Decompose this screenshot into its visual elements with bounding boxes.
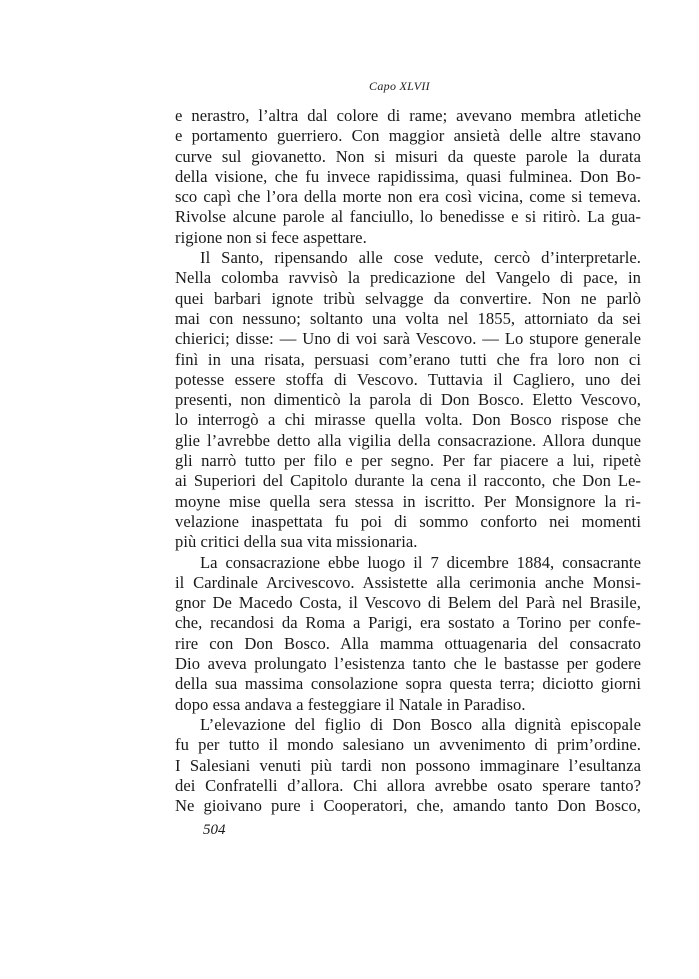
text-line: il Cardinale Arcivescovo. Assistette alla cerimonia anche Monsi-: [175, 572, 641, 592]
text-line: dopo essa andava a festeggiare il Natale in Paradiso.: [175, 694, 526, 714]
text-line: velazione inaspettata fu poi di sommo conforto nei momenti: [175, 511, 641, 531]
text-line: Rivolse alcune parole al fanciullo, lo benedisse e si ritirò. La gua-: [175, 207, 641, 227]
text-line: glie l’avrebbe detto alla vigilia della consacrazione. Allora dunque: [175, 430, 641, 450]
text-line: gli narrò tutto per filo e per segno. Per far piacere a lui, ripetè: [175, 451, 641, 471]
text-line: L’elevazione del figlio di Don Bosco alla dignità episcopale: [200, 714, 641, 734]
text-line: fu per tutto il mondo salesiano un avvenimento di prim’ordine.: [175, 735, 641, 755]
text-line: ai Superiori del Capitolo durante la cena il racconto, che Don Le-: [175, 471, 641, 491]
text-line: Ne gioivano pure i Cooperatori, che, amando tanto Don Bosco,: [175, 796, 641, 816]
text-line: gnor De Macedo Costa, il Vescovo di Belem del Parà nel Brasile,: [175, 593, 641, 613]
text-line: La consacrazione ebbe luogo il 7 dicembre 1884, consacrante: [200, 552, 641, 572]
text-line: presenti, non dimenticò la parola di Don Bosco. Eletto Vescovo,: [175, 390, 641, 410]
text-line: rigione non si fece aspettare.: [175, 227, 367, 247]
text-line: della visione, che fu invece rapidissima, quasi fulminea. Don Bo-: [175, 166, 641, 186]
text-line: della sua massima consolazione sopra questa terra; diciotto giorni: [175, 674, 641, 694]
text-line: quei barbari ignote tribù selvagge da convertire. Non ne parlò: [175, 288, 641, 308]
page-number: 504: [203, 822, 226, 838]
text-line: più critici della sua vita missionaria.: [175, 532, 418, 552]
text-line: chierici; disse: — Uno di voi sarà Vescovo. — Lo stupore generale: [175, 329, 641, 349]
text-line: finì in una risata, persuasi com’erano tutti che fra loro non ci: [175, 349, 641, 369]
text-line: e nerastro, l’altra dal colore di rame; avevano membra atletiche: [175, 106, 641, 125]
running-head: Capo XLVII: [369, 79, 430, 93]
text-line: Nella colomba ravvisò la predicazione del Vangelo di pace, in: [175, 268, 641, 288]
text-line: che, recandosi da Roma a Parigi, era sostato a Torino per confe-: [175, 613, 641, 633]
text-line: mai con nessuno; soltanto una volta nel 1855, attorniato da sei: [175, 308, 641, 328]
text-line: sco capì che l’ora della morte non era così vicina, come si temeva.: [175, 187, 641, 207]
body-text: [175, 106, 641, 816]
text-line: I Salesiani venuti più tardi non possono immaginare l’esultanza: [175, 755, 641, 775]
text-line: Il Santo, ripensando alle cose vedute, cercò d’interpretarle.: [200, 248, 641, 268]
text-line: curve sul giovanetto. Non si misuri da queste parole la durata: [175, 146, 641, 166]
text-line: moyne mise quella sera stessa in iscritto. Per Monsignore la ri-: [175, 491, 641, 511]
text-line: lo interrogò a chi mirasse quella volta. Don Bosco rispose che: [175, 410, 641, 430]
text-line: potesse essere stoffa di Vescovo. Tuttavia il Cagliero, uno dei: [175, 369, 641, 389]
text-line: rire con Don Bosco. Alla mamma ottuagenaria del consacrato: [175, 633, 641, 653]
text-line: e portamento guerriero. Con maggior ansietà delle altre stavano: [175, 126, 641, 146]
text-line: Dio aveva prolungato l’esistenza tanto che le bastasse per godere: [175, 654, 641, 674]
text-line: dei Confratelli d’allora. Chi allora avrebbe osato sperare tanto?: [175, 775, 641, 795]
